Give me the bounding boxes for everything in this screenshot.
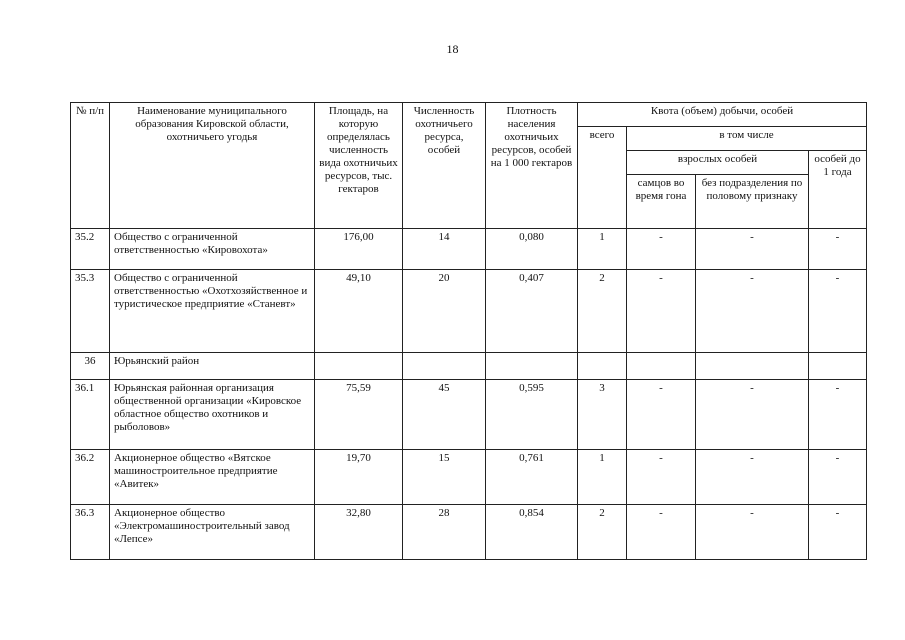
- cell-young: -: [809, 229, 867, 270]
- table-row: [71, 353, 867, 380]
- cell-density: 0,595: [486, 380, 578, 450]
- cell-density: 0,407: [486, 270, 578, 353]
- cell-nosex: -: [696, 505, 809, 560]
- cell-young: -: [809, 505, 867, 560]
- header-nosex: без подразделения по половому признаку: [696, 175, 809, 229]
- page-number: 18: [446, 42, 459, 56]
- cell-males: -: [627, 450, 696, 505]
- header-count: Численность охотничьего ресурса, особей: [403, 103, 486, 229]
- cell-nosex: -: [696, 380, 809, 450]
- cell-males: [627, 353, 696, 380]
- header-total: всего: [578, 127, 627, 229]
- cell-total: [578, 353, 627, 380]
- cell-nosex: -: [696, 229, 809, 270]
- cell-density: 0,854: [486, 505, 578, 560]
- cell-nosex: -: [696, 450, 809, 505]
- cell-total: 1: [578, 450, 627, 505]
- header-area: Площадь, на которую определялась численность вида охотничьих ресурсов, тыс. гектаров: [315, 103, 403, 229]
- cell-name: Юрьянская районная организация общественной организации «Кировское областное общество охотников и рыболовов»: [110, 380, 315, 450]
- cell-total: 2: [578, 505, 627, 560]
- quota-table: [70, 102, 867, 560]
- header-males: самцов во время гона: [627, 175, 696, 229]
- header-quota: Квота (объем) добычи, особей: [578, 103, 867, 127]
- table-row: [71, 505, 867, 560]
- cell-total: 2: [578, 270, 627, 353]
- header-including: в том числе: [627, 127, 867, 151]
- cell-count: 14: [403, 229, 486, 270]
- cell-young: -: [809, 270, 867, 353]
- table-row: [71, 450, 867, 505]
- cell-name: Юрьянский район: [110, 353, 315, 380]
- cell-density: 0,080: [486, 229, 578, 270]
- cell-young: [809, 353, 867, 380]
- cell-name: Акционерное общество «Вятское машиностроительное предприятие «Авитек»: [110, 450, 315, 505]
- cell-count: 20: [403, 270, 486, 353]
- cell-name: Общество с ограниченной ответственностью «Охотхозяйственное и туристическое предприятие «Станевт»: [110, 270, 315, 353]
- cell-males: -: [627, 229, 696, 270]
- cell-density: 0,761: [486, 450, 578, 505]
- cell-area: 19,70: [315, 450, 403, 505]
- cell-males: -: [627, 270, 696, 353]
- cell-area: 32,80: [315, 505, 403, 560]
- table-row: [71, 380, 867, 450]
- cell-name: Общество с ограниченной ответственностью «Кировохота»: [110, 229, 315, 270]
- cell-count: [403, 353, 486, 380]
- cell-area: [315, 353, 403, 380]
- cell-num: 36.2: [71, 450, 110, 505]
- table-row: [71, 229, 867, 270]
- cell-nosex: -: [696, 270, 809, 353]
- cell-nosex: [696, 353, 809, 380]
- cell-area: 176,00: [315, 229, 403, 270]
- cell-num: 36.3: [71, 505, 110, 560]
- header-density: Плотность населения охотничьих ресурсов, особей на 1 000 гектаров: [486, 103, 578, 229]
- cell-count: 45: [403, 380, 486, 450]
- cell-num: 36.1: [71, 380, 110, 450]
- table-row: [71, 270, 867, 353]
- cell-area: 49,10: [315, 270, 403, 353]
- cell-young: -: [809, 380, 867, 450]
- header-name: Наименование муниципального образования Кировской области, охотничьего угодья: [110, 103, 315, 229]
- cell-num: 35.2: [71, 229, 110, 270]
- cell-name: Акционерное общество «Электромашиностроительный завод «Лепсе»: [110, 505, 315, 560]
- header-num: № п/п: [71, 103, 110, 229]
- header-adults: взрослых особей: [627, 151, 809, 175]
- cell-num: 35.3: [71, 270, 110, 353]
- cell-area: 75,59: [315, 380, 403, 450]
- cell-density: [486, 353, 578, 380]
- cell-count: 15: [403, 450, 486, 505]
- cell-total: 3: [578, 380, 627, 450]
- cell-young: -: [809, 450, 867, 505]
- cell-total: 1: [578, 229, 627, 270]
- cell-males: -: [627, 505, 696, 560]
- cell-count: 28: [403, 505, 486, 560]
- cell-num: 36: [71, 353, 110, 380]
- cell-males: -: [627, 380, 696, 450]
- header-young: особей до 1 года: [809, 151, 867, 229]
